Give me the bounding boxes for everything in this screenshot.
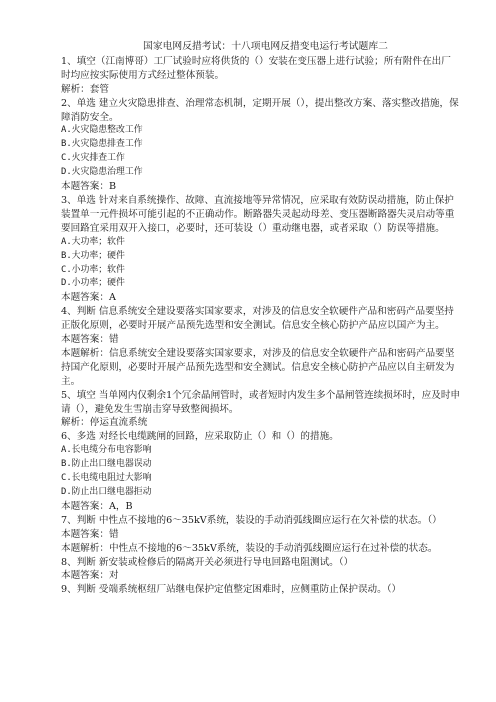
text-line: 解析：套管 (61, 83, 109, 95)
option-line: D.小功率；硬件 (61, 278, 125, 289)
option-line: A.火灾隐患整改工作 (61, 125, 143, 136)
text-line: 1、填空（江南博哥）工厂试验时应将供货的（）安装在变压器上进行试验；所有附件在出厂时均应按实际使用方式经过整体预装。 (61, 55, 451, 81)
option-line: A.大功率；软件 (61, 236, 125, 247)
page-title: 国家电网反措考试：十八项电网反措变电运行考试题库二 (143, 41, 388, 52)
explanation-line: 本题解析：信息系统安全建设要落实国家要求，对涉及的信息安全软硬件产品和密码产品要坚持国产化原则，必要时开展产品预先选型和安全测试。信息安全核心防护产品应以自主研发为主。 (61, 347, 455, 387)
option-line: C.火灾排查工作 (61, 153, 125, 164)
explanation-line: 解析：停运直流系统 (61, 417, 148, 429)
answer-line: 本题答案：B (61, 181, 117, 193)
answer-line: 本题答案：错 (61, 528, 119, 540)
answer-line: 本题答案：错 (61, 334, 119, 346)
answer-line: 本题答案：A (61, 292, 116, 304)
option-line: B.大功率；硬件 (61, 250, 125, 261)
text-line: 7、判断 中性点不接地的6～35kV系统，装设的手动消弧线圈应运行在欠补偿的状态。（） (61, 514, 442, 526)
option-line: C.小功率；软件 (61, 264, 125, 275)
explanation-line: 本题解析：中性点不接地的6～35kV系统，装设的手动消弧线圈应运行在过补偿的状态。 (61, 542, 438, 554)
text-line: 5、填空 当单网内仅剩余1个冗余晶闸管时，或者短时内发生多个晶闸管连续损坏时，应及时申请（），避免发生雪崩击穿导致整阀损坏。 (61, 389, 461, 415)
option-line: B.火灾隐患排查工作 (61, 139, 143, 150)
answer-line: 本题答案：A，B (61, 500, 133, 512)
text-line: 2、单选 建立火灾隐患排查、治理常态机制，定期开展（），提出整改方案、落实整改措施，保障消防安全。 (61, 97, 459, 123)
option-line: A.长电缆分布电容影响 (61, 445, 152, 456)
option-line: B.防止出口继电器误动 (61, 459, 152, 470)
option-line: D.防止出口继电器拒动 (61, 487, 152, 497)
option-line: C.长电缆电阻过大影响 (61, 473, 152, 484)
option-line: D.火灾隐患治理工作 (61, 167, 143, 178)
text-line: 4、判断 信息系统安全建设要落实国家要求，对涉及的信息安全软硬件产品和密码产品要坚持正版化原则，必要时开展产品预先选型和安全测试。信息安全核心防护产品应以国产为主。 (61, 306, 454, 332)
text-line: 6、多选 对经长电缆跳闸的回路，应采取防止（）和（）的措施。 (61, 431, 339, 443)
text-line: 3、单选 针对来自系统操作、故障、直流接地等异常情况，应采取有效防误动措施，防止保护装置单一元件损坏可能引起的不正确动作。断路器失灵起动母差、变压器断路器失灵启动等重要回路宜采用双开入接口，必要时，还可装设（）重动继电器，或者采取（）防误等措施。 (61, 194, 455, 234)
question-list (61, 55, 460, 597)
answer-line: 本题答案：对 (61, 570, 119, 582)
text-line: 8、判断 新安装或检修后的隔离开关必须进行导电回路电阻测试。（） (61, 556, 354, 568)
text-line: 9、判断 受端系统枢纽厂站继电保护定值整定困难时，应侧重防止保护误动。（） (61, 584, 402, 596)
